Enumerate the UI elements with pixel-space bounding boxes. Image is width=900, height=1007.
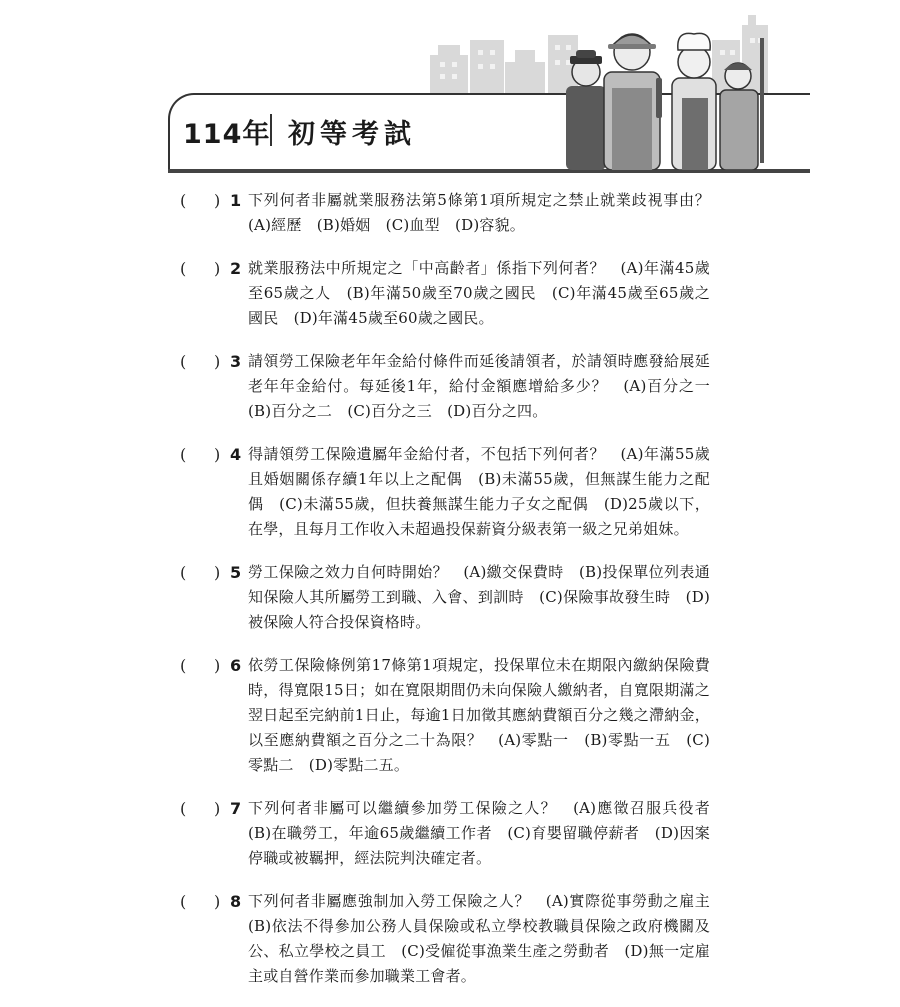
page-title-year: 114年 (183, 119, 271, 150)
question-item-8 (170, 889, 726, 989)
answer-bracket-close: ) (214, 259, 221, 278)
answer-bracket-open: ( (180, 191, 187, 210)
question-text: 請領勞工保險老年年金給付條件而延後請領者，於請領時應發給展延老年年金給付。每延後1年，給付金額應增給多少？ (A)百分之一 (B)百分之二 (C)百分之三 (D)百分之四。 (248, 352, 726, 420)
question-number: 8 (230, 892, 242, 911)
question-number: 5 (230, 563, 242, 582)
question-item-7 (170, 796, 726, 871)
page-title-exam: 初等考試 (288, 119, 416, 150)
question-item-3 (170, 349, 726, 424)
question-item-4 (170, 442, 710, 542)
answer-bracket-close: ) (214, 352, 221, 371)
answer-bracket-open: ( (180, 352, 187, 371)
question-item-2 (170, 256, 710, 331)
question-text: 下列何者非屬應強制加入勞工保險之人？ (A)實際從事勞動之雇主 (B)依法不得參加公務人員保險或私立學校教職員保險之政府機關及公、私立學校之員工 (C)受僱從事漁業生產之勞動者 (D)無一定雇主或自營作業而參加職業工會者。 (248, 892, 726, 985)
question-number: 3 (230, 352, 242, 371)
question-list (170, 188, 726, 1007)
question-item-5 (170, 560, 710, 635)
question-text: 得請領勞工保險遺屬年金給付者，不包括下列何者？ (A)年滿55歲且婚姻關係存續1年以上之配偶 (B)未滿55歲，但無謀生能力之配偶 (C)未滿55歲，但扶養無謀生能力子女之配偶 (D)25歲以下，在學，且每月工作收入未超過投保薪資分級表第一級之兄弟姐妹。 (248, 445, 710, 538)
question-text: 就業服務法中所規定之「中高齡者」係指下列何者？ (A)年滿45歲至65歲之人 (B)年滿50歲至70歲之國民 (C)年滿45歲至65歲之國民 (D)年滿45歲至60歲之國民。 (248, 259, 710, 327)
question-text: 下列何者非屬就業服務法第5條第1項所規定之禁止就業歧視事由？ (A)經歷 (B)婚姻 (C)血型 (D)容貌。 (248, 191, 726, 234)
answer-bracket-open: ( (180, 259, 187, 278)
question-number: 1 (230, 191, 242, 210)
answer-bracket-open: ( (180, 656, 187, 675)
answer-bracket-close: ) (214, 563, 221, 582)
title-divider (270, 114, 272, 146)
answer-bracket-close: ) (214, 799, 221, 818)
question-text: 勞工保險之效力自何時開始？ (A)繳交保費時 (B)投保單位列表通知保險人其所屬勞工到職、入會、到訓時 (C)保險事故發生時 (D)被保險人符合投保資格時。 (248, 563, 710, 631)
question-number: 6 (230, 656, 242, 675)
question-item-1 (170, 188, 726, 238)
answer-bracket-close: ) (214, 191, 221, 210)
question-text: 下列何者非屬可以繼續參加勞工保險之人？ (A)應徵召服兵役者 (B)在職勞工，年逾65歲繼續工作者 (C)育嬰留職停薪者 (D)因案停職或被羈押，經法院判決確定者。 (248, 799, 726, 867)
answer-bracket-open: ( (180, 563, 187, 582)
answer-bracket-close: ) (214, 656, 221, 675)
question-number: 4 (230, 445, 242, 464)
question-number: 7 (230, 799, 242, 818)
workers-illustration-icon (560, 28, 775, 170)
question-number: 2 (230, 259, 242, 278)
answer-bracket-open: ( (180, 892, 187, 911)
question-item-6 (170, 653, 710, 778)
answer-bracket-close: ) (214, 445, 221, 464)
answer-bracket-open: ( (180, 799, 187, 818)
question-text: 依勞工保險條例第17條第1項規定，投保單位未在期限內繳納保險費時，得寬限15日；如在寬限期間仍未向保險人繳納者，自寬限期滿之翌日起至完納前1日止，每逾1日加徵其應納費額百分之幾之滯納金，以至應納費額之百分之二十為限？ (A)零點一 (B)零點一五 (C)零點二 (D)零點二五。 (248, 656, 710, 774)
answer-bracket-close: ) (214, 892, 221, 911)
answer-bracket-open: ( (180, 445, 187, 464)
